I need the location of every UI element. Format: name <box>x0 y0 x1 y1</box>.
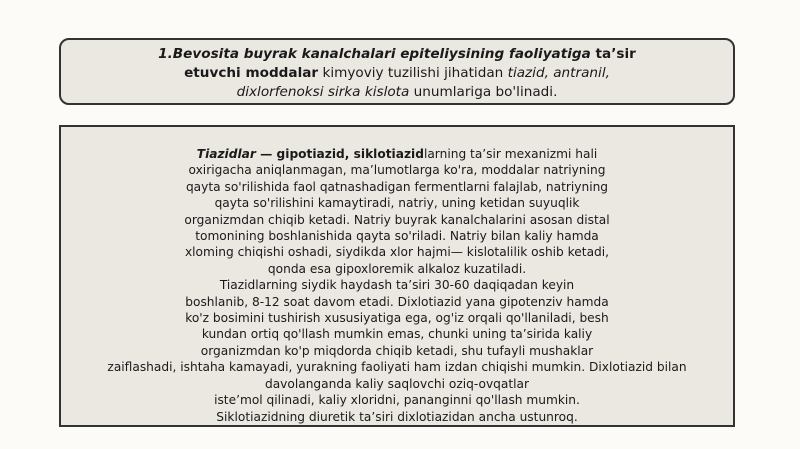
main-line: zaiflashadi, ishtaha kamayadi, yurakning faoliyati ham izdan chiqishi mumkin. Dixlotiazid bilan <box>107 360 687 375</box>
main-line: organizmdan ko'p miqdorda chiqib ketadi, shu tufayli mushaklar <box>200 343 594 358</box>
main-line: kundan ortiq qo'llash mumkin emas, chunki uning ta’sirida kaliy <box>201 327 593 342</box>
main-line: Tiazidlarning siydik haydash ta’siri 30-60 daqiqadan keyin <box>219 278 575 293</box>
intro-line2-bold: etuvchi moddalar <box>184 65 319 81</box>
intro-box <box>59 38 735 105</box>
main-line: organizmdan chiqib ketadi. Natriy buyrak kanalchalarini asosan distal <box>184 212 610 227</box>
main-line: qonda esa gipoxloremik alkaloz kuzatiladi. <box>267 261 527 276</box>
intro-line3-italic: dixlorfenoksi sirka kislota <box>236 84 410 100</box>
intro-line3-normal: unumlariga bo'linadi. <box>409 84 558 100</box>
main-line: oxirigacha aniqlanmagan, ma’lumotlarga ko'ra, moddalar natriyning <box>188 163 606 178</box>
main-line: boshlanib, 8-12 soat davom etadi. Dixlotiazid yana gipotenziv hamda <box>185 294 609 309</box>
main-line: Siklotiazidning diuretik ta’siri dixlotiazidan ancha ustunroq. <box>216 409 578 424</box>
main-line: davolanganda kaliy saqlovchi oziq-ovqatlar <box>264 376 530 391</box>
main-line: iste’mol qilinadi, kaliy xloridni, pananginni qo'llash mumkin. <box>214 393 580 408</box>
main-lead-italic: Tiazidlar <box>196 147 256 161</box>
main-lead-bold: — gipotiazid, siklotiazid <box>255 147 424 161</box>
intro-line-3 <box>61 83 733 102</box>
main-lead-rest: larning ta’sir mexanizmi hali <box>423 147 598 161</box>
main-line: ko'z bosimini tushirish xususiyatiga ega, og'iz orqali qo'llaniladi, besh <box>185 311 609 326</box>
main-line: xloming chiqishi oshadi, siydikda xlor hajmi— kislotalilik oshib ketadi, <box>184 245 610 260</box>
intro-line-1 <box>61 45 733 64</box>
main-text-box <box>59 125 735 427</box>
intro-heading-bold-italic: 1.Bevosita buyrak kanalchalari epiteliysining faoliyatiga <box>158 46 591 62</box>
intro-line2-normal: kimyoviy tuzilishi jihatidan <box>318 65 508 81</box>
intro-line2-italic: tiazid, antranil, <box>507 65 610 81</box>
main-lead-line <box>61 146 733 162</box>
main-line: qayta so'rilishini kamaytiradi, natriy, uning ketidan suyuqlik <box>214 196 580 211</box>
main-line: tomonining boshlanishida qayta so'riladi. Natriy bilan kaliy hamda <box>195 229 599 244</box>
intro-heading-tail: ta’sir <box>590 46 636 62</box>
main-line: qayta so'rilishida faol qatnashadigan fermentlarni falajlab, natriyning <box>185 179 609 194</box>
intro-line-2 <box>61 64 733 83</box>
